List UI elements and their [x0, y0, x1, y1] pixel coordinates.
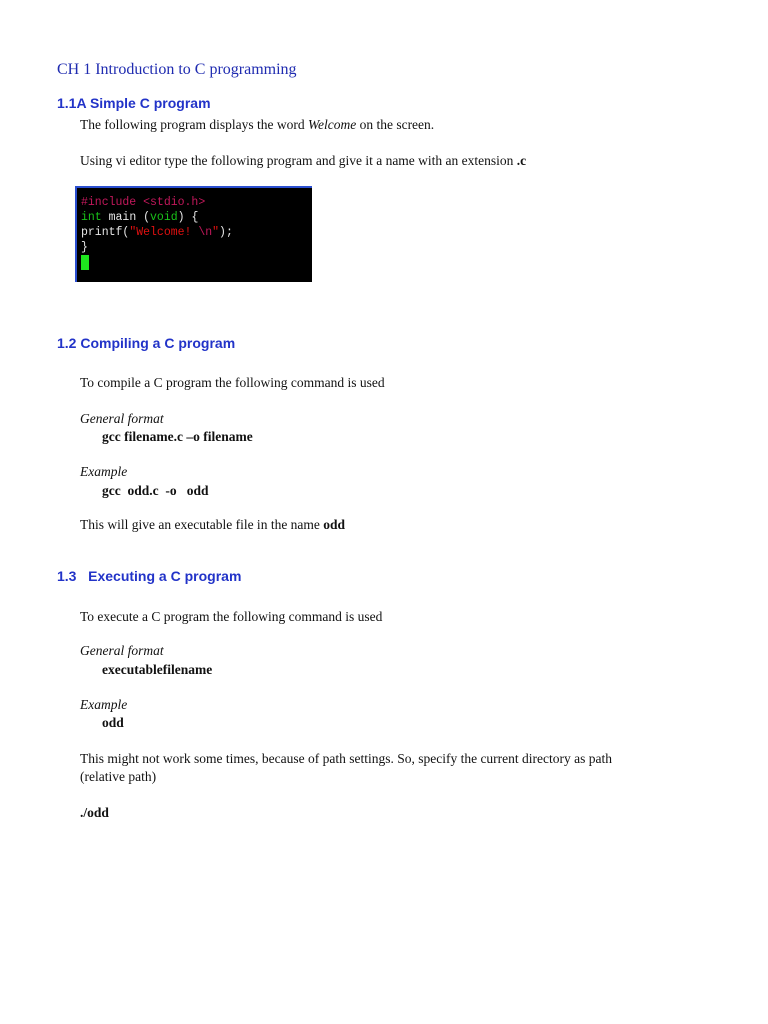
paragraph-vi-editor — [80, 154, 526, 168]
example-label: Example — [80, 697, 128, 712]
section-heading-1-3: 1.3 Executing a C program — [57, 568, 242, 584]
example-label: Example — [80, 464, 128, 479]
section-heading-1-2: 1.2 Compiling a C program — [57, 335, 236, 351]
general-format-label: General format — [80, 643, 164, 658]
paragraph-text: The following program displays the word — [80, 117, 308, 132]
code-line-3 — [81, 225, 312, 240]
general-format-command: gcc filename.c –o filename — [102, 429, 253, 444]
relative-path-command: ./odd — [80, 805, 109, 820]
section-heading-1-1: 1.1A Simple C program — [57, 95, 211, 111]
paragraph-text: This will give an executable file in the name — [80, 517, 324, 532]
paragraph-path-note-line-1: This might not work some times, because of path settings. So, specify the current directory as path — [80, 751, 613, 766]
extension-text: .c — [516, 153, 527, 168]
code-line-1 — [81, 195, 312, 210]
code-text: ) { — [177, 211, 199, 224]
emphasis-word: Welcome — [307, 117, 357, 132]
code-keyword: int — [81, 211, 102, 224]
general-format-label: General format — [80, 411, 164, 426]
code-text: ); — [219, 226, 233, 239]
cursor-block — [81, 255, 89, 270]
code-line-5 — [81, 255, 312, 270]
example-command: odd — [102, 715, 124, 730]
code-text: printf( — [81, 226, 130, 239]
paragraph-executable-result — [80, 518, 345, 532]
code-include: #include <stdio.h> — [81, 196, 206, 209]
paragraph-text: on the screen. — [356, 117, 435, 132]
paragraph-execute-intro: To execute a C program the following command is used — [80, 609, 383, 624]
code-keyword: void — [150, 211, 178, 224]
paragraph-welcome — [80, 118, 434, 132]
chapter-title: CH 1 Introduction to C programming — [57, 61, 297, 78]
code-screenshot — [75, 186, 312, 282]
example-command: gcc odd.c -o odd — [102, 483, 209, 498]
code-line-4 — [81, 240, 312, 255]
code-text: } — [81, 241, 88, 254]
code-line-2 — [81, 210, 312, 225]
code-string: " — [212, 226, 220, 239]
code-string: "Welcome! — [129, 226, 199, 239]
paragraph-compile-intro: To compile a C program the following command is used — [80, 375, 385, 390]
general-format-command: executablefilename — [102, 662, 213, 677]
paragraph-text: Using vi editor type the following program and give it a name with an extension — [80, 153, 517, 168]
paragraph-path-note-line-2: (relative path) — [80, 769, 157, 784]
code-escape: \n — [198, 226, 213, 239]
code-text: main ( — [101, 211, 151, 224]
executable-name: odd — [323, 517, 346, 532]
